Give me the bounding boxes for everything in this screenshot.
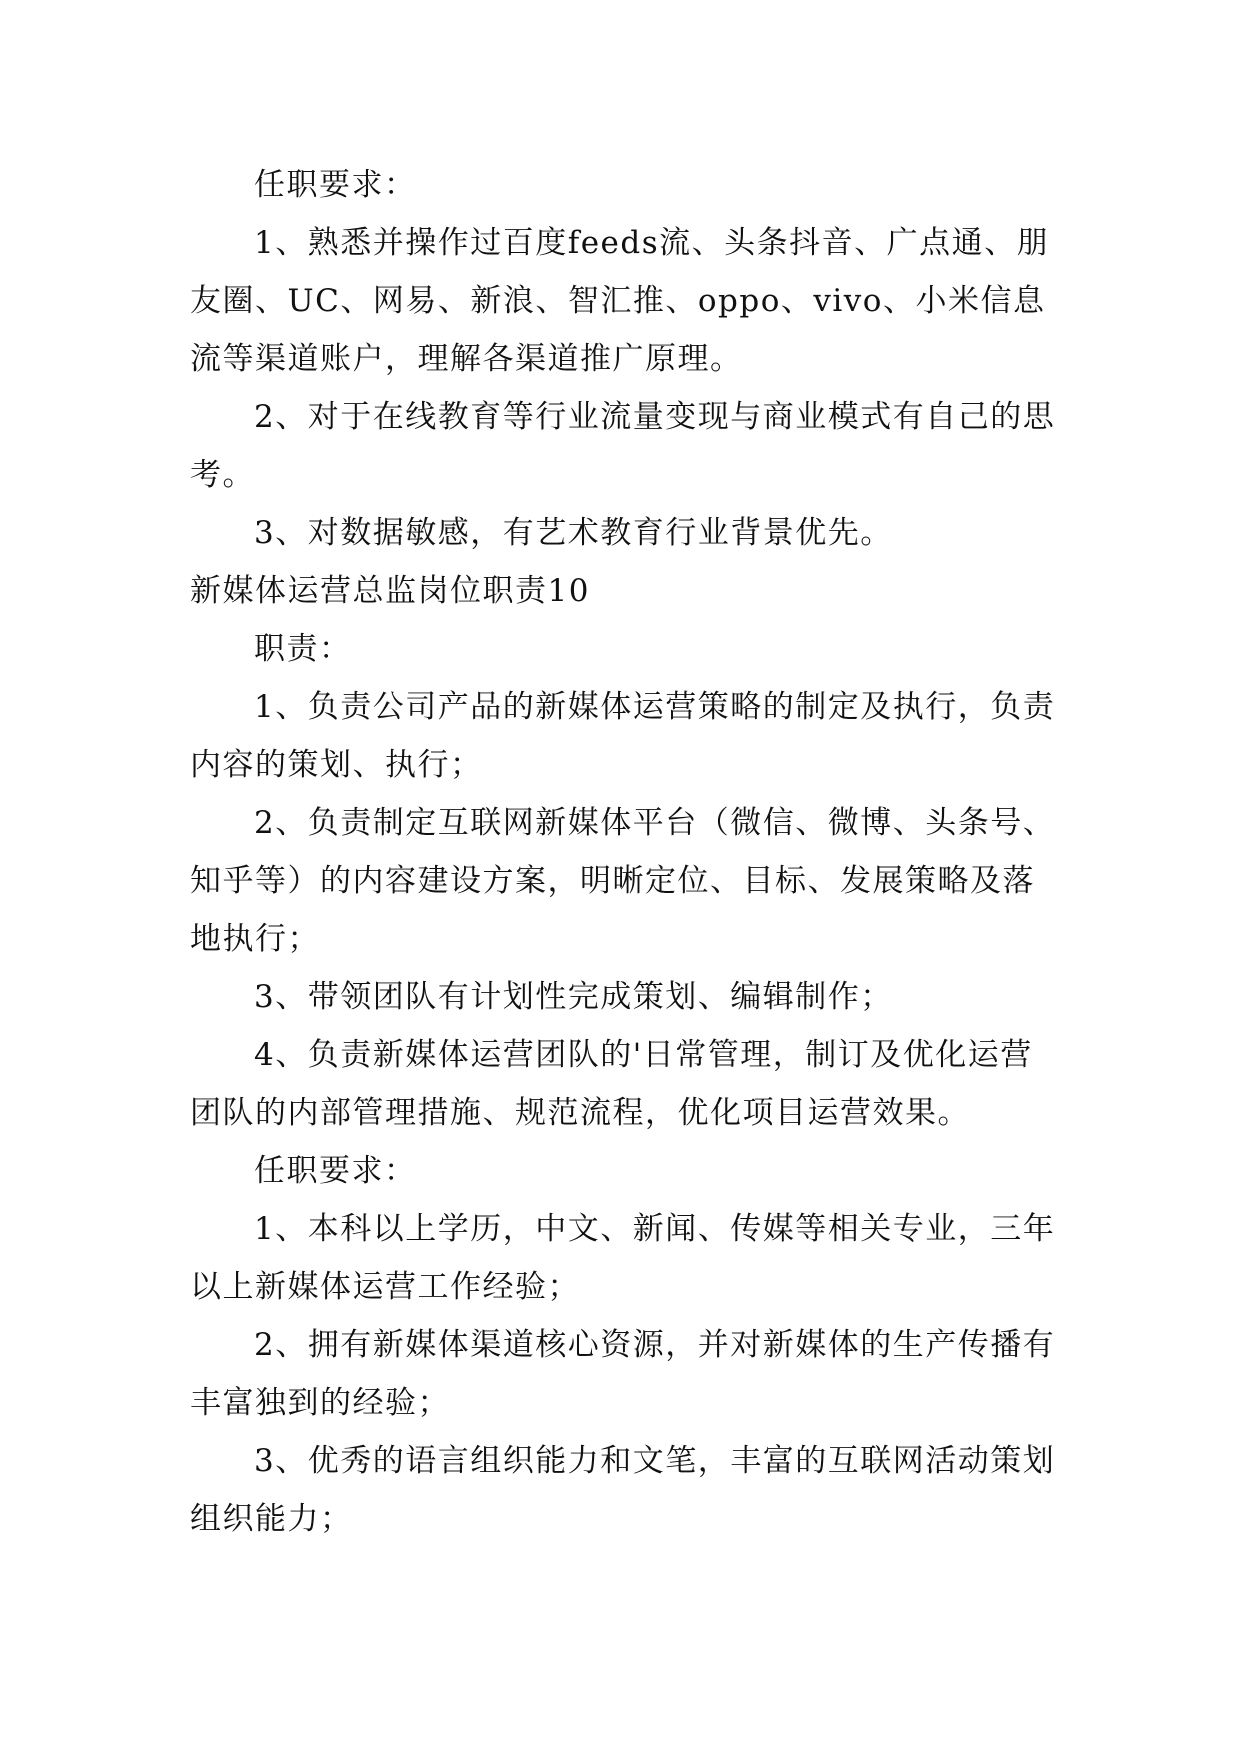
requirement-item: 2、对于在线教育等行业流量变现与商业模式有自己的思考。 [190,399,1056,493]
section-title: 新媒体运营总监岗位职责10 [190,573,590,609]
requirement-item: 3、优秀的语言组织能力和文笔，丰富的互联网活动策划组织能力； [190,1443,1056,1537]
requirement-item: 1、本科以上学历，中文、新闻、传媒等相关专业，三年以上新媒体运营工作经验； [190,1211,1056,1305]
duties-label: 职责： [254,631,352,667]
requirement-item: 2、拥有新媒体渠道核心资源，并对新媒体的生产传播有丰富独到的经验； [190,1327,1056,1421]
duty-item: 1、负责公司产品的新媒体运营策略的制定及执行，负责内容的策划、执行； [190,689,1056,783]
document-body [190,156,1060,1548]
requirement-item: 3、对数据敏感，有艺术教育行业背景优先。 [254,515,893,551]
requirements-label: 任职要求： [254,1153,417,1189]
duty-item: 2、负责制定互联网新媒体平台（微信、微博、头条号、知乎等）的内容建设方案，明晰定位、目标、发展策略及落地执行； [190,805,1056,957]
duty-item: 4、负责新媒体运营团队的'日常管理，制订及优化运营团队的内部管理措施、规范流程，优化项目运营效果。 [190,1037,1033,1131]
duty-item: 3、带领团队有计划性完成策划、编辑制作； [254,979,893,1015]
requirements-label: 任职要求： [254,167,417,203]
requirement-item: 1、熟悉并操作过百度feeds流、头条抖音、广点通、朋友圈、UC、网易、新浪、智汇推、oppo、vivo、小米信息流等渠道账户，理解各渠道推广原理。 [190,225,1050,377]
